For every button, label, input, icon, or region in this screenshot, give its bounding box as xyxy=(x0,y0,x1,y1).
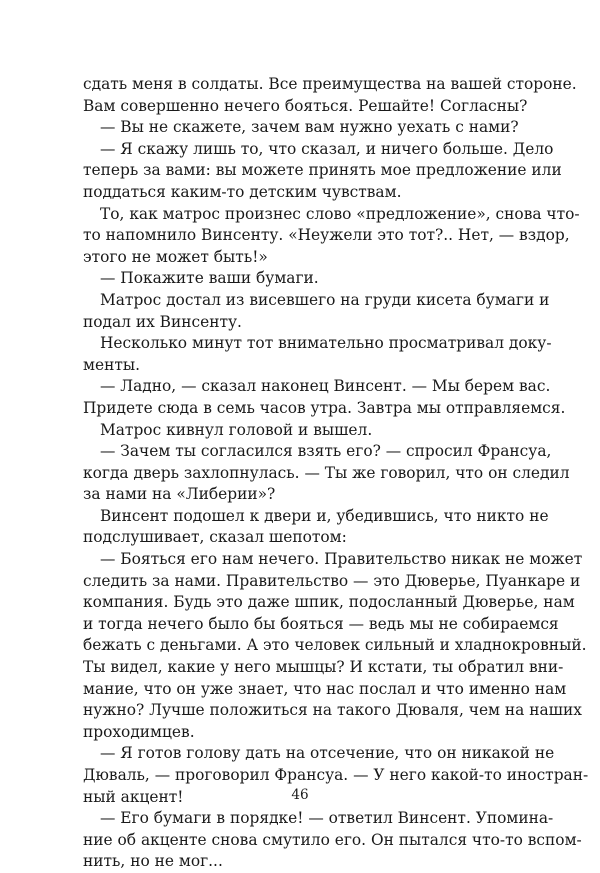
text-line: Винсент подошел к двери и, убедившись, что никто не xyxy=(100,506,549,525)
text-line: Несколько минут тот внимательно просматривал доку- xyxy=(100,334,552,353)
text-line: сдать меня в солдаты. Все преимущества на вашей стороне. xyxy=(83,75,577,93)
text-line: ние об акценте снова смутило его. Он пытался что-то вспом- xyxy=(83,830,582,849)
text-line: То, как матрос произнес слово «предложение», снова что- xyxy=(100,204,580,223)
text-line: — Покажите ваши бумаги. xyxy=(100,269,319,288)
text-line: когда дверь захлопнулась. — Ты же говорил, что он следил xyxy=(83,463,570,482)
text-line: Вам совершенно нечего бояться. Решайте! Согласны? xyxy=(83,96,528,115)
text-line: Ты видел, какие у него мышцы? И кстати, ты обратил вни- xyxy=(83,658,564,677)
text-line: Дюваль, — проговорил Франсуа. — У него какой-то иностран- xyxy=(83,766,589,784)
text-line: бежать с деньгами. А это человек сильный и хладнокровный. xyxy=(83,636,587,655)
text-line: подал их Винсенту. xyxy=(83,312,242,331)
text-line: теперь за вами: вы можете принять мое предложение или xyxy=(83,161,562,180)
text-line: то напомнило Винсенту. «Неужели это тот?.. Нет, — вздор, xyxy=(83,226,570,245)
text-line: проходимцев. xyxy=(83,722,195,741)
text-line: подслушивает, сказал шепотом: xyxy=(83,528,347,547)
text-line: менты. xyxy=(83,355,140,374)
text-line: — Вы не скажете, зачем вам нужно уехать с нами? xyxy=(100,118,519,137)
text-line: поддаться каким-то детским чувствам. xyxy=(83,182,402,201)
text-line: следить за нами. Правительство — это Дюверье, Пуанкаре и xyxy=(83,571,581,590)
text-line: — Я скажу лишь то, что сказал, и ничего больше. Дело xyxy=(100,139,554,158)
text-line: — Я готов голову дать на отсечение, что он никакой не xyxy=(100,744,555,763)
text-line: — Ладно, — сказал наконец Винсент. — Мы берем вас. xyxy=(100,377,551,396)
text-line: Матрос кивнул головой и вышел. xyxy=(100,420,373,439)
text-line: нужно? Лучше положиться на такого Дюваля, чем на наших xyxy=(83,701,582,720)
text-line: Матрос достал из висевшего на груди кисета бумаги и xyxy=(100,290,550,309)
text-line: — Зачем ты согласился взять его? — спросил Франсуа, xyxy=(100,442,552,461)
text-line: компания. Будь это даже шпик, подосланный Дюверье, нам xyxy=(83,593,575,612)
text-line: мание, что он уже знает, что нас послал и что именно нам xyxy=(83,679,567,698)
text-line: — Его бумаги в порядке! — ответил Винсент. Упомина- xyxy=(100,809,554,828)
text-line: — Бояться его нам нечего. Правительство никак не может xyxy=(100,550,583,569)
text-line: этого не может быть!» xyxy=(83,247,268,266)
page-number: 46 xyxy=(291,787,309,803)
text-line: и тогда нечего было бы бояться — ведь мы не собираемся xyxy=(83,614,559,633)
text-line: ный акцент! xyxy=(83,787,184,806)
text-line: за нами на «Либерии»? xyxy=(83,485,276,504)
text-line: Придете сюда в семь часов утра. Завтра мы отправляемся. xyxy=(83,398,566,417)
page-body xyxy=(83,74,589,873)
text-line: нить, но не мог... xyxy=(83,852,223,871)
